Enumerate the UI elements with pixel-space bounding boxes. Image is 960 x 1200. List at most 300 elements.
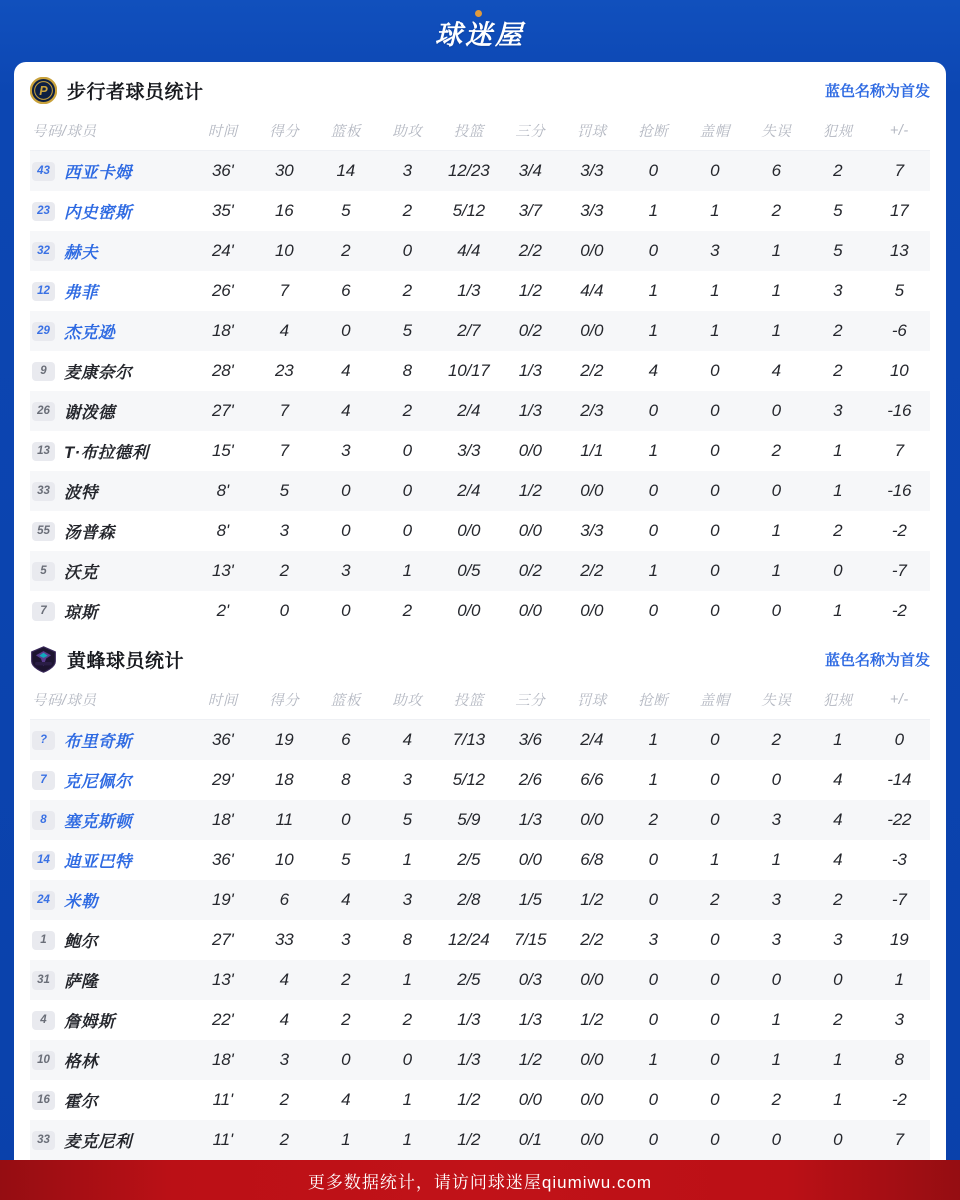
- stat-value: 0/0: [580, 241, 604, 260]
- stat-value: 0: [771, 970, 781, 989]
- stat-value: 3: [279, 1050, 289, 1069]
- stat-value: 6: [341, 730, 351, 749]
- jersey-number-badge: 10: [32, 1051, 55, 1070]
- stat-value: -7: [891, 561, 907, 580]
- stat-value: 16: [274, 201, 294, 220]
- jersey-number-badge: 31: [32, 971, 55, 990]
- stat-value: 3/3: [580, 161, 604, 180]
- stat-value: 0: [648, 1090, 658, 1109]
- stat-value: 4: [341, 401, 351, 420]
- column-header: 得分: [269, 124, 300, 140]
- stat-value: 2: [279, 1090, 289, 1109]
- stat-value: 1/3: [518, 361, 542, 380]
- stat-value: 2: [341, 1010, 351, 1029]
- stat-value: 1/3: [518, 810, 542, 829]
- stat-value: 1: [648, 770, 658, 789]
- stat-value: 0/0: [580, 481, 604, 500]
- stat-value: 4/4: [457, 241, 481, 260]
- player-cell: [30, 1048, 192, 1072]
- stat-value: 19: [274, 730, 294, 749]
- stat-value: 0: [402, 481, 412, 500]
- stat-value: 3/6: [518, 730, 542, 749]
- stat-value: 0: [771, 770, 781, 789]
- stat-value: 11: [275, 810, 293, 829]
- stat-value: 3: [402, 161, 412, 180]
- stat-value: 0: [710, 521, 720, 540]
- stat-value: 8': [216, 521, 229, 540]
- stat-value: 2: [341, 241, 351, 260]
- table-row: [30, 471, 930, 511]
- svg-text:P: P: [39, 84, 48, 99]
- table-row: [30, 551, 930, 591]
- stat-value: 0: [279, 601, 289, 620]
- player-cell: [30, 1088, 192, 1112]
- jersey-number-badge: 1: [32, 931, 55, 950]
- stat-value: 18: [274, 770, 294, 789]
- stat-value: 36': [211, 850, 234, 869]
- stat-value: 0: [648, 970, 658, 989]
- column-header: 投篮: [453, 124, 484, 140]
- stat-value: 0: [710, 1050, 720, 1069]
- stat-value: 29': [211, 770, 234, 789]
- stat-value: 2: [279, 561, 289, 580]
- stat-value: 2/4: [457, 401, 481, 420]
- stat-value: -2: [891, 521, 907, 540]
- stat-value: 0: [648, 521, 658, 540]
- stat-value: 1/3: [457, 1050, 481, 1069]
- player-cell: [30, 848, 192, 872]
- stat-value: 0: [341, 1050, 351, 1069]
- stat-value: 0/0: [580, 321, 604, 340]
- stat-value: 12/24: [447, 930, 490, 949]
- stat-value: 4: [279, 970, 289, 989]
- stat-value: 0: [341, 321, 351, 340]
- table-row: [30, 511, 930, 551]
- table-row: [30, 151, 930, 191]
- player-name: 内史密斯: [64, 204, 132, 222]
- stat-value: 4: [279, 321, 289, 340]
- stat-value: 0: [710, 810, 720, 829]
- stat-value: 4: [771, 361, 781, 380]
- stat-value: 1: [402, 970, 412, 989]
- stat-value: 0: [833, 561, 843, 580]
- stat-value: 6/6: [580, 770, 604, 789]
- player-cell: [30, 399, 192, 423]
- jersey-number-badge: 12: [32, 282, 55, 301]
- player-cell: [30, 439, 192, 463]
- stat-value: 2: [341, 970, 351, 989]
- stat-value: 5: [402, 321, 412, 340]
- starter-legend: 蓝色名称为首发: [824, 83, 930, 100]
- jersey-number-badge: 8: [32, 811, 55, 830]
- stat-value: 7: [894, 1130, 904, 1149]
- stat-value: 13': [211, 561, 234, 580]
- stat-value: 0: [648, 1130, 658, 1149]
- player-name: 谢泼德: [64, 404, 115, 422]
- stat-value: 1/3: [457, 1010, 481, 1029]
- stat-value: 0: [710, 770, 720, 789]
- stat-value: 0: [710, 1090, 720, 1109]
- stat-value: 1/2: [518, 1050, 542, 1069]
- stat-value: 1: [833, 1050, 843, 1069]
- player-name: 詹姆斯: [64, 1013, 115, 1031]
- stat-value: 7: [894, 161, 904, 180]
- stat-value: 23: [274, 361, 294, 380]
- player-cell: [30, 519, 192, 543]
- jersey-number-badge: 16: [32, 1091, 55, 1110]
- stat-value: 1: [771, 241, 781, 260]
- stat-value: 1: [710, 850, 720, 869]
- column-header: 犯规: [822, 124, 853, 140]
- player-cell: [30, 279, 192, 303]
- stat-value: 0: [402, 441, 412, 460]
- stat-value: 2: [402, 401, 412, 420]
- stat-value: 3: [833, 281, 843, 300]
- stat-value: 3: [648, 930, 658, 949]
- stat-value: 2/4: [457, 481, 481, 500]
- stat-value: 0/0: [580, 1050, 604, 1069]
- player-cell: [30, 599, 192, 623]
- stat-value: 2: [771, 441, 781, 460]
- stat-value: 6/8: [580, 850, 604, 869]
- stat-value: 0: [710, 1130, 720, 1149]
- table-row: [30, 1040, 930, 1080]
- table-row: [30, 1080, 930, 1120]
- section-header: [14, 631, 946, 680]
- stat-value: -14: [887, 770, 912, 789]
- table-row: [30, 1000, 930, 1040]
- stat-value: 11': [212, 1090, 233, 1109]
- stat-value: 2: [833, 890, 843, 909]
- stat-value: 0: [402, 1050, 412, 1069]
- logo-dot-icon: [475, 10, 482, 17]
- jersey-number-badge: 24: [32, 891, 55, 910]
- stat-value: 0: [648, 241, 658, 260]
- stats-card: [14, 62, 946, 1160]
- stats-table: [14, 680, 946, 1160]
- stat-value: 30: [274, 161, 294, 180]
- column-header: 盖帽: [699, 124, 730, 140]
- player-cell: [30, 359, 192, 383]
- stat-value: 3: [771, 810, 781, 829]
- stat-value: 11': [212, 1130, 233, 1149]
- stat-value: 1: [710, 201, 720, 220]
- column-header: 失误: [761, 693, 792, 709]
- stat-value: 7/15: [514, 930, 547, 949]
- stat-value: 18': [211, 1050, 234, 1069]
- stat-value: 1: [833, 730, 843, 749]
- stat-value: 3: [402, 770, 412, 789]
- stat-value: 3: [771, 890, 781, 909]
- table-row: [30, 760, 930, 800]
- stat-value: 2/2: [580, 930, 604, 949]
- stat-value: 3: [279, 521, 289, 540]
- stat-value: 1: [648, 321, 658, 340]
- stat-value: 0: [341, 810, 351, 829]
- stat-value: 0/0: [580, 1130, 604, 1149]
- column-header: 罚球: [576, 693, 607, 709]
- stat-value: 1/3: [518, 1010, 542, 1029]
- stat-value: 1: [402, 1090, 412, 1109]
- stat-value: 2: [833, 1010, 843, 1029]
- stat-value: 1/2: [518, 481, 542, 500]
- stat-value: 36': [211, 730, 234, 749]
- stat-value: 3: [771, 930, 781, 949]
- player-name: 西亚卡姆: [64, 164, 132, 182]
- stat-value: 3/4: [518, 161, 542, 180]
- stat-value: 1: [833, 481, 843, 500]
- stat-value: 15': [211, 441, 234, 460]
- stat-value: 6: [341, 281, 351, 300]
- stat-value: 3/3: [580, 201, 604, 220]
- stat-value: 0/0: [457, 601, 481, 620]
- player-cell: [30, 1008, 192, 1032]
- table-row: [30, 720, 930, 760]
- stat-value: 3/3: [580, 521, 604, 540]
- stat-value: 1: [710, 321, 720, 340]
- stat-value: 0: [710, 481, 720, 500]
- stat-value: 24': [211, 241, 234, 260]
- stat-value: 1/2: [580, 890, 604, 909]
- table-row: [30, 351, 930, 391]
- stat-value: 2/4: [580, 730, 604, 749]
- team-stats-section: [14, 631, 946, 1160]
- player-name: 赫夫: [64, 244, 98, 262]
- player-name: 波特: [64, 484, 98, 502]
- table-row: [30, 231, 930, 271]
- table-body: [30, 720, 930, 1160]
- player-name: 布里奇斯: [64, 733, 132, 751]
- stat-value: 1/2: [580, 1010, 604, 1029]
- stat-value: 0/5: [457, 561, 481, 580]
- stat-value: 3: [341, 561, 351, 580]
- player-cell: [30, 728, 192, 752]
- stat-value: 3: [833, 401, 843, 420]
- stat-value: 4/4: [580, 281, 604, 300]
- stat-value: -22: [887, 810, 912, 829]
- stat-value: 0: [648, 850, 658, 869]
- jersey-number-badge: 55: [32, 522, 55, 541]
- stat-value: 5: [402, 810, 412, 829]
- stat-value: 0: [771, 481, 781, 500]
- stat-value: 18': [211, 321, 234, 340]
- stat-value: 2: [771, 730, 781, 749]
- stat-value: 1/1: [580, 441, 604, 460]
- jersey-number-badge: 7: [32, 602, 55, 621]
- table-row: [30, 1120, 930, 1160]
- stat-value: 0/0: [580, 970, 604, 989]
- stats-table: [14, 111, 946, 631]
- stat-value: 2/3: [580, 401, 604, 420]
- player-name: 迪亚巴特: [64, 853, 132, 871]
- pacers-logo-icon: [30, 77, 57, 104]
- table-row: [30, 591, 930, 631]
- player-name: T·布拉德利: [64, 444, 149, 462]
- stat-value: 4: [341, 890, 351, 909]
- jersey-number-badge: 7: [32, 771, 55, 790]
- stat-value: 4: [279, 1010, 289, 1029]
- stat-value: 3: [710, 241, 720, 260]
- stat-value: 0/1: [518, 1130, 542, 1149]
- stat-value: 7/13: [452, 730, 485, 749]
- stat-value: 27': [211, 930, 234, 949]
- stat-value: 36': [211, 161, 234, 180]
- table-header-row: [30, 111, 930, 151]
- stat-value: 4: [648, 361, 658, 380]
- stat-value: 5: [341, 850, 351, 869]
- site-logo: [435, 11, 525, 52]
- stat-value: 0: [710, 361, 720, 380]
- stat-value: 2: [771, 201, 781, 220]
- stat-value: 28': [211, 361, 234, 380]
- jersey-number-badge: 26: [32, 402, 55, 421]
- column-header: 号码/球员: [32, 693, 97, 709]
- stat-value: 5: [833, 241, 843, 260]
- stat-value: 0: [771, 601, 781, 620]
- column-header: 投篮: [453, 693, 484, 709]
- stat-value: 0: [771, 401, 781, 420]
- stat-value: 2: [833, 321, 843, 340]
- player-name: 弗菲: [64, 284, 98, 302]
- jersey-number-badge: 9: [32, 362, 55, 381]
- stat-value: 7: [279, 281, 289, 300]
- stat-value: 8': [216, 481, 229, 500]
- stat-value: 27': [211, 401, 234, 420]
- stat-value: 0/0: [580, 601, 604, 620]
- stat-value: 1: [833, 1090, 843, 1109]
- jersey-number-badge: 14: [32, 851, 55, 870]
- stat-value: 0: [710, 930, 720, 949]
- stat-value: 3/3: [457, 441, 481, 460]
- table-row: [30, 311, 930, 351]
- stat-value: 8: [402, 930, 412, 949]
- player-name: 格林: [64, 1053, 98, 1071]
- stat-value: 0/0: [457, 521, 481, 540]
- table-row: [30, 431, 930, 471]
- stat-value: 2/5: [457, 850, 481, 869]
- stat-value: 2/5: [457, 970, 481, 989]
- player-name: 琼斯: [64, 604, 98, 622]
- stat-value: 0: [771, 1130, 781, 1149]
- jersey-number-badge: 33: [32, 482, 55, 501]
- stat-value: 0: [710, 730, 720, 749]
- column-header: 时间: [207, 124, 238, 140]
- section-title: 黄蜂球员统计: [67, 651, 185, 672]
- player-cell: [30, 239, 192, 263]
- stat-value: 1: [341, 1130, 351, 1149]
- stat-value: 0: [402, 521, 412, 540]
- stat-value: 0: [341, 601, 351, 620]
- stat-value: 2': [216, 601, 229, 620]
- player-cell: [30, 479, 192, 503]
- stat-value: 19: [889, 930, 909, 949]
- stat-value: -3: [891, 850, 907, 869]
- player-cell: [30, 1128, 192, 1152]
- stat-value: 2/8: [457, 890, 481, 909]
- stat-value: 0: [648, 890, 658, 909]
- stat-value: 2/6: [518, 770, 542, 789]
- jersey-number-badge: ?: [32, 731, 55, 750]
- stat-value: 10: [274, 850, 294, 869]
- stat-value: 1/5: [518, 890, 542, 909]
- stat-value: 0: [710, 561, 720, 580]
- stat-value: 33: [274, 930, 294, 949]
- stat-value: 5/12: [452, 770, 485, 789]
- player-cell: [30, 159, 192, 183]
- stat-value: 0: [710, 161, 720, 180]
- table-row: [30, 800, 930, 840]
- stat-value: 4: [402, 730, 412, 749]
- stat-value: 3: [833, 930, 843, 949]
- stat-value: 3/7: [518, 201, 542, 220]
- stat-value: 2/2: [580, 361, 604, 380]
- column-header: 抢断: [638, 124, 669, 140]
- stat-value: 2: [771, 1090, 781, 1109]
- stat-value: 1: [894, 970, 904, 989]
- stat-value: 5: [894, 281, 904, 300]
- player-name: 塞克斯顿: [64, 813, 132, 831]
- stat-value: 0/0: [518, 441, 542, 460]
- stat-value: -7: [891, 890, 907, 909]
- stat-value: 0: [710, 1010, 720, 1029]
- column-header: 三分: [515, 693, 546, 709]
- stat-value: 2: [402, 1010, 412, 1029]
- player-cell: [30, 928, 192, 952]
- stat-value: -16: [887, 481, 912, 500]
- stat-value: 4: [341, 1090, 351, 1109]
- stat-value: 8: [894, 1050, 904, 1069]
- column-header: 抢断: [638, 693, 669, 709]
- stat-value: 5/9: [457, 810, 481, 829]
- stat-value: 4: [833, 770, 843, 789]
- stat-value: 0: [648, 161, 658, 180]
- stat-value: 0: [710, 441, 720, 460]
- table-row: [30, 880, 930, 920]
- table-body: [30, 151, 930, 631]
- player-name: 萨隆: [64, 973, 98, 991]
- stat-value: 1: [648, 441, 658, 460]
- table-row: [30, 191, 930, 231]
- stat-value: 1: [402, 1130, 412, 1149]
- stat-value: 6: [279, 890, 289, 909]
- stat-value: 1: [648, 281, 658, 300]
- stat-value: 6: [771, 161, 781, 180]
- section-title: 步行者球员统计: [67, 82, 204, 103]
- player-name: 米勒: [64, 893, 98, 911]
- stat-value: 13: [889, 241, 909, 260]
- team-stats-section: [14, 62, 946, 631]
- stat-value: 2: [648, 810, 658, 829]
- stat-value: 5: [279, 481, 289, 500]
- jersey-number-badge: 43: [32, 162, 55, 181]
- player-name: 汤普森: [64, 524, 115, 542]
- stat-value: 0: [710, 401, 720, 420]
- player-cell: [30, 319, 192, 343]
- footer-link[interactable]: 更多数据统计，请访问球迷屋qiumiwu.com: [307, 1172, 653, 1192]
- table-row: [30, 391, 930, 431]
- stat-value: 7: [894, 441, 904, 460]
- player-cell: [30, 768, 192, 792]
- stat-value: 7: [279, 401, 289, 420]
- stat-value: 1: [771, 281, 781, 300]
- stat-value: 4: [341, 361, 351, 380]
- jersey-number-badge: 5: [32, 562, 55, 581]
- stat-value: 1: [771, 850, 781, 869]
- column-header: 得分: [269, 693, 300, 709]
- jersey-number-badge: 23: [32, 202, 55, 221]
- column-header: 号码/球员: [32, 124, 97, 140]
- table-header-row: [30, 680, 930, 720]
